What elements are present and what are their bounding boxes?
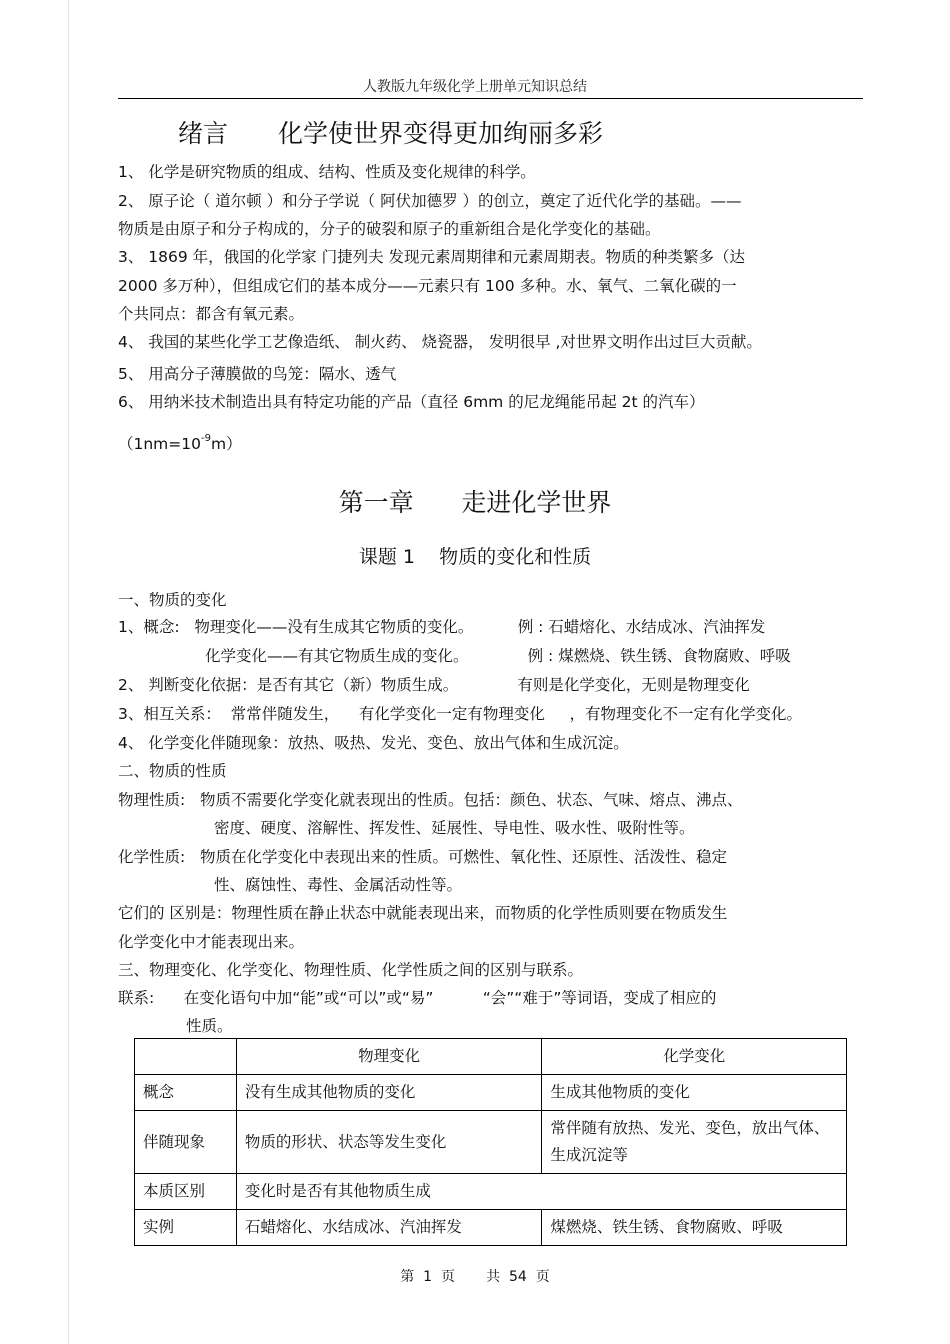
intro-line-5: 2000 多万种），但组成它们的基本成分——元素只有 100 多种。水、氧气、二氧化碳的一 xyxy=(118,277,737,295)
intro-line-6: 个共同点：都含有氧元素。 xyxy=(118,305,305,323)
lesson-title: 课题 1 物质的变化和性质 xyxy=(358,546,592,568)
body-line-chem-prop: 化学性质: 物质在化学变化中表现出来的性质。可燃性、氧化性、还原性、活泼性、稳定 xyxy=(118,848,728,866)
table-row xyxy=(135,1075,847,1111)
intro-line-4: 3、 1869 年，俄国的化学家 门捷列夫 发现元素周期律和元素周期表。物质的种类繁多（达 xyxy=(118,248,746,266)
body-line-link: 联系: 在变化语句中加“能”或“可以”或“易” “会”“难于”等词语，变成了相应的 xyxy=(118,989,717,1007)
row-label: 概念 xyxy=(135,1075,237,1111)
page-edge xyxy=(68,0,69,1344)
body-line-link-cont: 性质。 xyxy=(186,1017,233,1035)
page-footer: 第 1 页 共 54 页 xyxy=(400,1269,550,1285)
intro-line-8: 5、 用高分子薄膜做的鸟笼：隔水、透气 xyxy=(118,365,397,383)
table-row xyxy=(135,1174,847,1210)
body-line-concept: 1、概念: 物理变化——没有生成其它物质的变化。 例 : 石蜡熔化、水结成冰、汽油挥发 xyxy=(118,618,766,636)
comparison-table xyxy=(134,1038,847,1246)
nm-suffix: m） xyxy=(210,435,242,453)
table-cell: 石蜡熔化、水结成冰、汽油挥发 xyxy=(236,1210,542,1246)
body-line-difference: 它们的 区别是：物理性质在静止状态中就能表现出来，而物质的化学性质则要在物质发生 xyxy=(118,904,728,922)
table-row xyxy=(135,1111,847,1174)
table-cell: 煤燃烧、铁生锈、食物腐败、呼吸 xyxy=(542,1210,847,1246)
table-header-cell: 化学变化 xyxy=(542,1039,847,1075)
table-row xyxy=(135,1210,847,1246)
table-cell-merged: 变化时是否有其他物质生成 xyxy=(236,1174,846,1210)
body-line-phys-prop: 物理性质: 物质不需要化学变化就表现出的性质。包括：颜色、状态、气味、熔点、沸点、 xyxy=(118,791,743,809)
body-line-phenomena: 4、 化学变化伴随现象：放热、吸热、发光、变色、放出气体和生成沉淀。 xyxy=(118,734,629,752)
table-header-cell xyxy=(135,1039,237,1075)
intro-line-9: 6、 用纳米技术制造出具有特定功能的产品（直径 6mm 的尼龙绳能吊起 2t 的汽车） xyxy=(118,393,705,411)
section-heading-1: 一、物质的变化 xyxy=(118,591,227,609)
body-line-chem-change: 化学变化——有其它物质生成的变化。 例 : 煤燃烧、铁生锈、食物腐败、呼吸 xyxy=(205,647,791,665)
intro-title-left: 绪言 xyxy=(178,119,229,148)
intro-line-1: 1、 化学是研究物质的组成、结构、性质及变化规律的科学。 xyxy=(118,163,536,181)
section-heading-2: 二、物质的性质 xyxy=(118,762,227,780)
row-label: 本质区别 xyxy=(135,1174,237,1210)
table-cell: 没有生成其他物质的变化 xyxy=(236,1075,542,1111)
table-cell: 生成其他物质的变化 xyxy=(542,1075,847,1111)
table-cell: 常伴随有放热、发光、变色，放出气体、生成沉淀等 xyxy=(542,1111,847,1174)
body-line-chem-prop-cont: 性、腐蚀性、毒性、金属活动性等。 xyxy=(214,876,463,894)
nm-prefix: （1nm=10 xyxy=(118,435,201,453)
intro-title-right: 化学使世界变得更加绚丽多彩 xyxy=(278,119,604,148)
nm-exponent: -9 xyxy=(201,433,211,444)
body-line-criterion: 2、 判断变化依据：是否有其它（新）物质生成。 有则是化学变化，无则是物理变化 xyxy=(118,676,750,694)
body-line-phys-prop-cont: 密度、硬度、溶解性、挥发性、延展性、导电性、吸水性、吸附性等。 xyxy=(214,819,695,837)
row-label: 实例 xyxy=(135,1210,237,1246)
body-line-relation: 3、相互关系： 常常伴随发生， 有化学变化一定有物理变化 ，有物理变化不一定有化学变化。 xyxy=(118,705,803,723)
chapter-title: 第一章 走进化学世界 xyxy=(338,488,612,517)
section-heading-3: 三、物理变化、化学变化、物理性质、化学性质之间的区别与联系。 xyxy=(118,961,584,979)
table-header-row xyxy=(135,1039,847,1075)
intro-line-7: 4、 我国的某些化学工艺像造纸、 制火药、 烧瓷器， 发明很早 ,对世界文明作出过巨大贡献。 xyxy=(118,333,762,351)
intro-title xyxy=(178,114,603,150)
table-header-cell: 物理变化 xyxy=(236,1039,542,1075)
intro-line-3: 物质是由原子和分子构成的，分子的破裂和原子的重新组合是化学变化的基础。 xyxy=(118,220,661,238)
nm-note xyxy=(118,432,242,454)
running-header: 人教版九年级化学上册单元知识总结 xyxy=(363,79,587,95)
body-line-difference-cont: 化学变化中才能表现出来。 xyxy=(118,933,305,951)
header-rule xyxy=(118,98,863,99)
row-label: 伴随现象 xyxy=(135,1111,237,1174)
table-cell: 物质的形状、状态等发生变化 xyxy=(236,1111,542,1174)
intro-line-2: 2、 原子论（ 道尔顿 ）和分子学说（ 阿伏加德罗 ）的创立，奠定了近代化学的基础。—— xyxy=(118,192,742,210)
